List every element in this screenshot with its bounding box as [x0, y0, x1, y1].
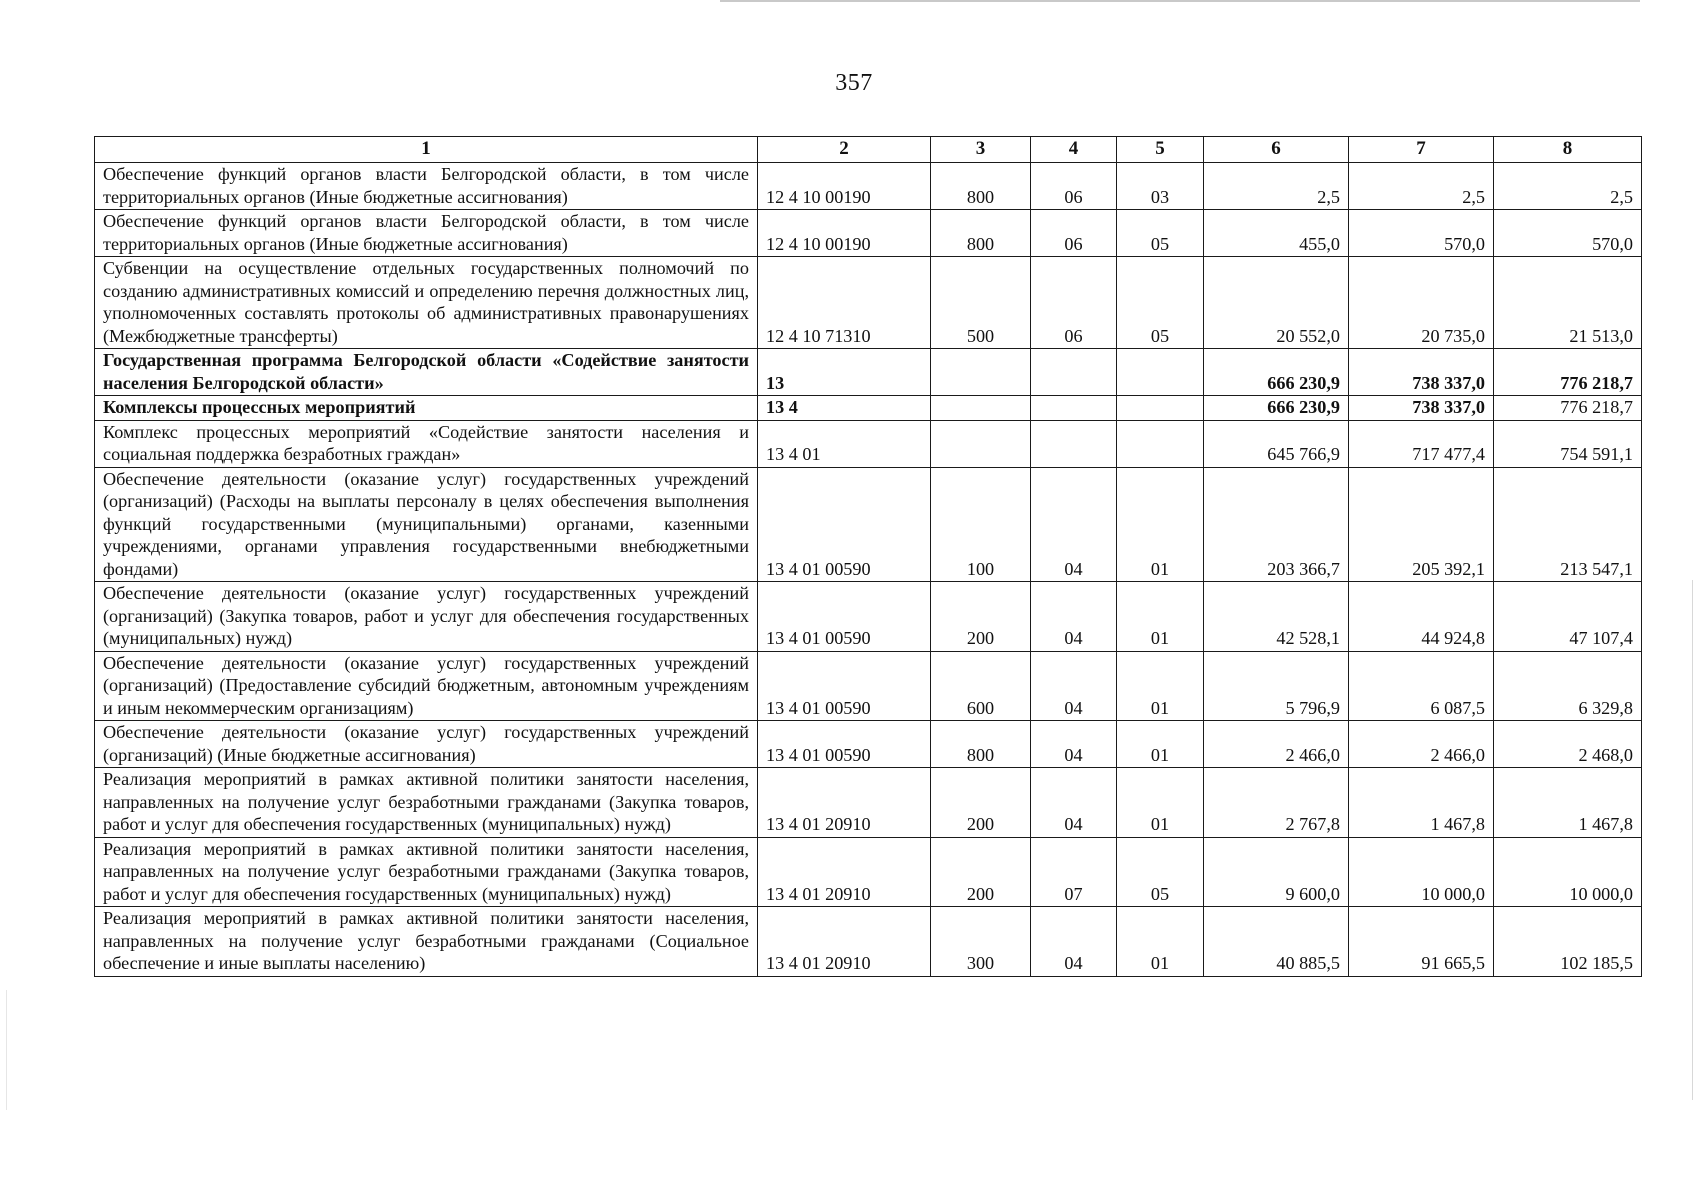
- row-amount-col8: 10 000,0: [1494, 837, 1642, 907]
- row-expense-type: 800: [931, 210, 1031, 257]
- row-subsection: 05: [1117, 257, 1204, 349]
- page-number: 357: [835, 70, 873, 96]
- row-subsection: 01: [1117, 467, 1204, 582]
- row-description: Обеспечение деятельности (оказание услуг) государственных учреждений (организаций) (Закупка товаров, работ и услуг для обеспечения государственных (муниципальных) нужд): [95, 582, 758, 652]
- row-code: 13 4 01 00590: [758, 467, 931, 582]
- column-header: 6: [1204, 137, 1349, 163]
- row-section: [1031, 349, 1117, 396]
- row-section: 04: [1031, 467, 1117, 582]
- column-header: 2: [758, 137, 931, 163]
- column-header: 1: [95, 137, 758, 163]
- row-amount-col8: 776 218,7: [1494, 396, 1642, 421]
- column-header: 7: [1349, 137, 1494, 163]
- row-description: Государственная программа Белгородской области «Содействие занятости населения Белгородской области»: [95, 349, 758, 396]
- row-section: 04: [1031, 907, 1117, 977]
- row-expense-type: 100: [931, 467, 1031, 582]
- row-description: Обеспечение функций органов власти Белгородской области, в том числе территориальных органов (Иные бюджетные ассигнования): [95, 210, 758, 257]
- row-code: 13 4: [758, 396, 931, 421]
- row-code: 13 4 01 00590: [758, 721, 931, 768]
- row-description: Обеспечение деятельности (оказание услуг) государственных учреждений (организаций) (Предоставление субсидий бюджетным, автономным учреждениям и иным некоммерческим организациям): [95, 651, 758, 721]
- row-code: 13 4 01 20910: [758, 837, 931, 907]
- row-amount-col8: 1 467,8: [1494, 768, 1642, 838]
- row-amount-col7: 1 467,8: [1349, 768, 1494, 838]
- row-amount-col6: 40 885,5: [1204, 907, 1349, 977]
- row-description: Реализация мероприятий в рамках активной политики занятости населения, направленных на получение услуг безработными гражданами (Социальное обеспечение и иные выплаты населению): [95, 907, 758, 977]
- row-expense-type: 200: [931, 768, 1031, 838]
- row-section: 04: [1031, 721, 1117, 768]
- row-subsection: 03: [1117, 163, 1204, 210]
- column-header: 3: [931, 137, 1031, 163]
- row-amount-col6: 455,0: [1204, 210, 1349, 257]
- row-amount-col7: 44 924,8: [1349, 582, 1494, 652]
- row-subsection: 05: [1117, 837, 1204, 907]
- row-amount-col6: 203 366,7: [1204, 467, 1349, 582]
- row-amount-col8: 570,0: [1494, 210, 1642, 257]
- row-section: 04: [1031, 768, 1117, 838]
- row-subsection: 01: [1117, 721, 1204, 768]
- row-amount-col6: 666 230,9: [1204, 349, 1349, 396]
- row-amount-col6: 20 552,0: [1204, 257, 1349, 349]
- row-amount-col7: 738 337,0: [1349, 396, 1494, 421]
- column-header: 4: [1031, 137, 1117, 163]
- row-description: Обеспечение функций органов власти Белгородской области, в том числе территориальных органов (Иные бюджетные ассигнования): [95, 163, 758, 210]
- table-row: [95, 721, 1642, 768]
- row-amount-col8: 47 107,4: [1494, 582, 1642, 652]
- row-section: [1031, 396, 1117, 421]
- table-row: [95, 210, 1642, 257]
- scan-top-edge: [720, 0, 1640, 2]
- row-description: Обеспечение деятельности (оказание услуг) государственных учреждений (организаций) (Расходы на выплаты персоналу в целях обеспечения выполнения функций государственными (муниципальными) органами, казенными учреждениями, органами управления государственными внебюджетными фондами): [95, 467, 758, 582]
- table-row: [95, 420, 1642, 467]
- header-row: [95, 137, 1642, 163]
- table-row: [95, 768, 1642, 838]
- row-expense-type: 800: [931, 721, 1031, 768]
- row-amount-col7: 738 337,0: [1349, 349, 1494, 396]
- row-expense-type: 200: [931, 837, 1031, 907]
- row-amount-col8: 2 468,0: [1494, 721, 1642, 768]
- scan-artifact-line: [6, 990, 7, 1110]
- row-amount-col6: 666 230,9: [1204, 396, 1349, 421]
- row-amount-col6: 9 600,0: [1204, 837, 1349, 907]
- row-description: Комплексы процессных мероприятий: [95, 396, 758, 421]
- table-row: [95, 837, 1642, 907]
- row-description: Реализация мероприятий в рамках активной политики занятости населения, направленных на получение услуг безработными гражданами (Закупка товаров, работ и услуг для обеспечения государственных (муниципальных) нужд): [95, 768, 758, 838]
- table-body: [95, 163, 1642, 977]
- row-subsection: [1117, 349, 1204, 396]
- table-row: [95, 163, 1642, 210]
- table-row: [95, 907, 1642, 977]
- row-code: 12 4 10 00190: [758, 163, 931, 210]
- row-amount-col8: 754 591,1: [1494, 420, 1642, 467]
- row-code: 13 4 01 20910: [758, 907, 931, 977]
- row-subsection: [1117, 396, 1204, 421]
- row-expense-type: 200: [931, 582, 1031, 652]
- row-amount-col7: 20 735,0: [1349, 257, 1494, 349]
- row-amount-col6: 42 528,1: [1204, 582, 1349, 652]
- row-description: Обеспечение деятельности (оказание услуг) государственных учреждений (организаций) (Иные бюджетные ассигнования): [95, 721, 758, 768]
- row-description: Реализация мероприятий в рамках активной политики занятости населения, направленных на получение услуг безработными гражданами (Закупка товаров, работ и услуг для обеспечения государственных (муниципальных) нужд): [95, 837, 758, 907]
- row-amount-col8: 776 218,7: [1494, 349, 1642, 396]
- table-row: [95, 651, 1642, 721]
- table-row: [95, 257, 1642, 349]
- row-expense-type: [931, 420, 1031, 467]
- row-amount-col6: 5 796,9: [1204, 651, 1349, 721]
- row-amount-col6: 645 766,9: [1204, 420, 1349, 467]
- row-section: 06: [1031, 210, 1117, 257]
- column-header: 8: [1494, 137, 1642, 163]
- row-code: 13 4 01 00590: [758, 651, 931, 721]
- row-code: 13 4 01 00590: [758, 582, 931, 652]
- row-section: [1031, 420, 1117, 467]
- row-amount-col7: 570,0: [1349, 210, 1494, 257]
- row-subsection: 05: [1117, 210, 1204, 257]
- table-row: [95, 467, 1642, 582]
- row-amount-col8: 102 185,5: [1494, 907, 1642, 977]
- table-row: [95, 396, 1642, 421]
- row-expense-type: 600: [931, 651, 1031, 721]
- row-subsection: 01: [1117, 651, 1204, 721]
- row-expense-type: 500: [931, 257, 1031, 349]
- row-subsection: [1117, 420, 1204, 467]
- scan-artifact-line: [1692, 580, 1693, 1100]
- row-section: 06: [1031, 257, 1117, 349]
- row-code: 13: [758, 349, 931, 396]
- column-header: 5: [1117, 137, 1204, 163]
- row-amount-col8: 213 547,1: [1494, 467, 1642, 582]
- row-expense-type: [931, 349, 1031, 396]
- row-expense-type: [931, 396, 1031, 421]
- table-row: [95, 349, 1642, 396]
- row-section: 04: [1031, 582, 1117, 652]
- row-amount-col8: 2,5: [1494, 163, 1642, 210]
- row-amount-col7: 2 466,0: [1349, 721, 1494, 768]
- row-amount-col6: 2 767,8: [1204, 768, 1349, 838]
- row-subsection: 01: [1117, 907, 1204, 977]
- row-code: 12 4 10 71310: [758, 257, 931, 349]
- row-subsection: 01: [1117, 582, 1204, 652]
- row-amount-col8: 6 329,8: [1494, 651, 1642, 721]
- row-amount-col7: 205 392,1: [1349, 467, 1494, 582]
- table-row: [95, 582, 1642, 652]
- row-amount-col7: 6 087,5: [1349, 651, 1494, 721]
- row-code: 13 4 01 20910: [758, 768, 931, 838]
- row-description: Субвенции на осуществление отдельных государственных полномочий по созданию административных комиссий и определению перечня должностных лиц, уполномоченных составлять протоколы об административных правонарушениях (Межбюджетные трансферты): [95, 257, 758, 349]
- row-amount-col6: 2,5: [1204, 163, 1349, 210]
- row-amount-col8: 21 513,0: [1494, 257, 1642, 349]
- row-expense-type: 300: [931, 907, 1031, 977]
- row-subsection: 01: [1117, 768, 1204, 838]
- row-section: 07: [1031, 837, 1117, 907]
- row-expense-type: 800: [931, 163, 1031, 210]
- row-description: Комплекс процессных мероприятий «Содействие занятости населения и социальная поддержка безработных граждан»: [95, 420, 758, 467]
- row-amount-col6: 2 466,0: [1204, 721, 1349, 768]
- row-amount-col7: 2,5: [1349, 163, 1494, 210]
- budget-table: [94, 136, 1642, 977]
- row-code: 12 4 10 00190: [758, 210, 931, 257]
- row-amount-col7: 10 000,0: [1349, 837, 1494, 907]
- row-amount-col7: 91 665,5: [1349, 907, 1494, 977]
- row-section: 04: [1031, 651, 1117, 721]
- row-amount-col7: 717 477,4: [1349, 420, 1494, 467]
- row-code: 13 4 01: [758, 420, 931, 467]
- row-section: 06: [1031, 163, 1117, 210]
